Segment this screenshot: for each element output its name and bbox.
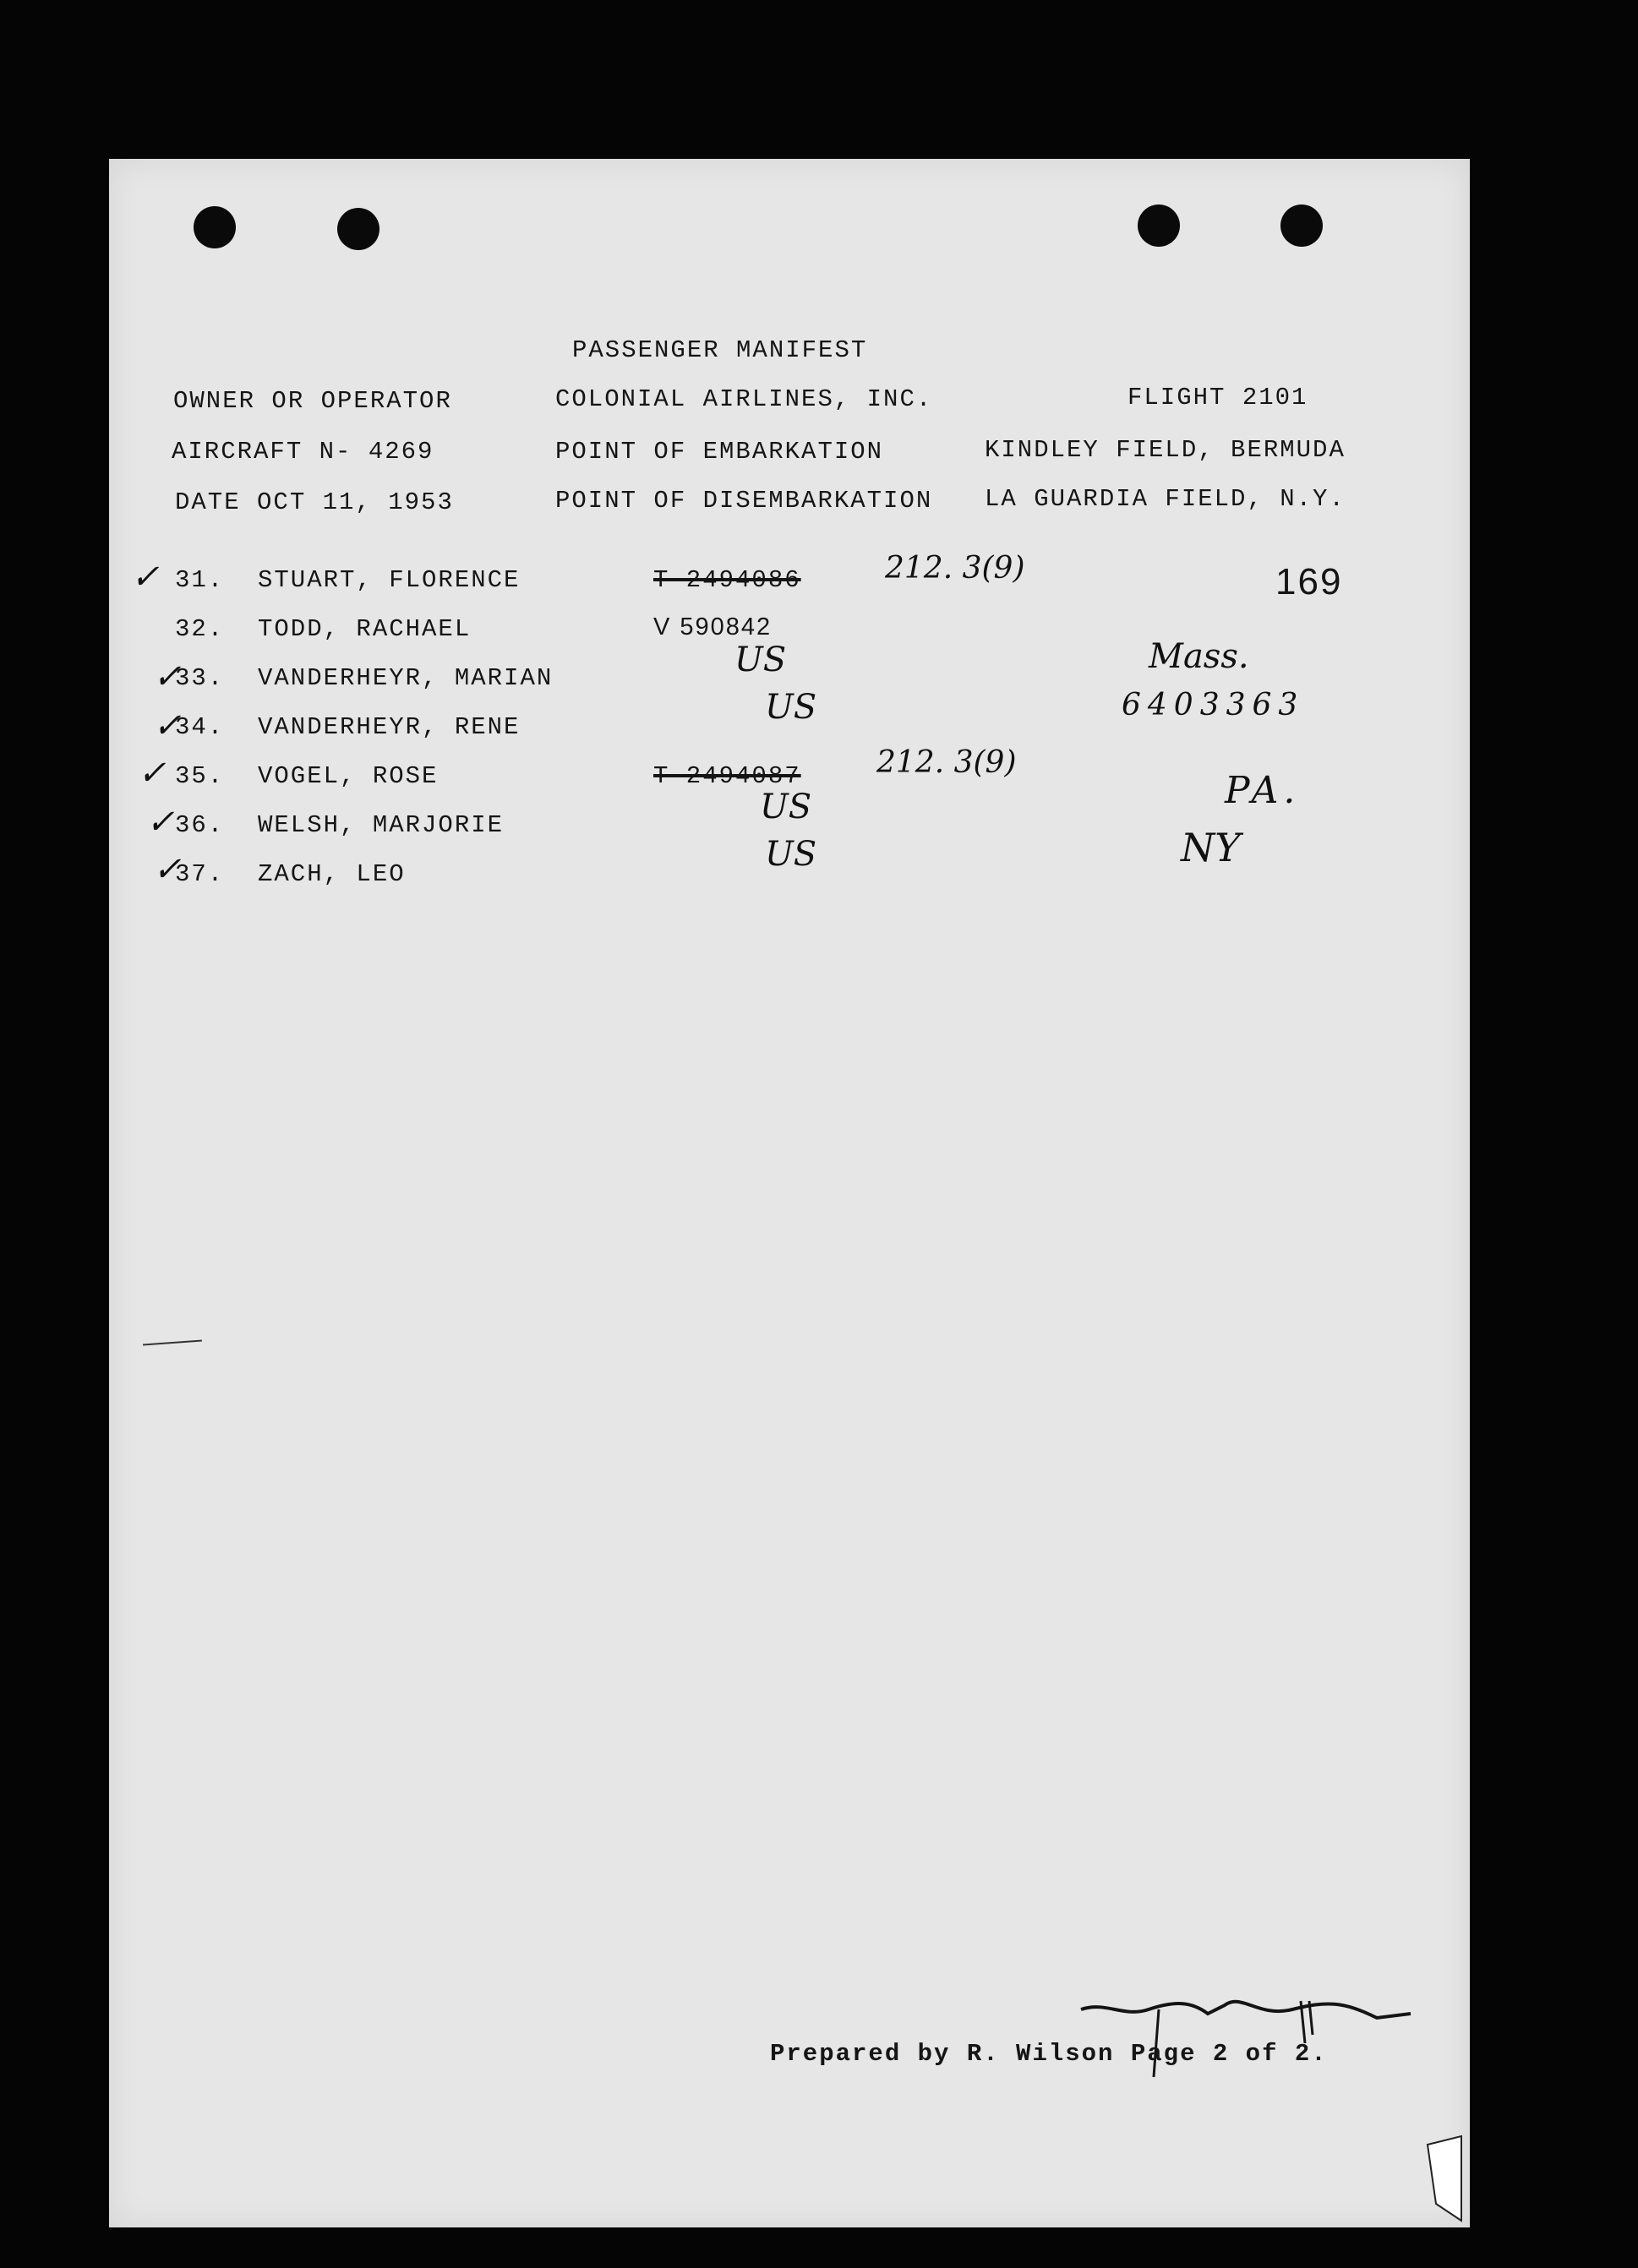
flight-number: FLIGHT 2101: [1127, 384, 1308, 412]
checkmark-icon: ✓: [131, 558, 160, 597]
passport-number: T 2494086: [653, 566, 801, 594]
owner-value: COLONIAL AIRLINES, INC.: [555, 385, 933, 413]
handwritten-note: 212. 3(9): [876, 745, 1017, 780]
passenger-name: ZACH, LEO: [258, 860, 406, 888]
passenger-name: VANDERHEYR, MARIAN: [258, 664, 554, 692]
signature-scribble: [109, 159, 1470, 2227]
page-stamp: 169: [1275, 561, 1343, 602]
passenger-number: 32.: [175, 615, 225, 643]
passenger-name: STUART, FLORENCE: [258, 566, 521, 594]
passenger-name: VANDERHEYR, RENE: [258, 713, 521, 741]
handwritten-state: PA.: [1225, 769, 1301, 812]
flight-date: DATE OCT 11, 1953: [175, 488, 454, 516]
handwritten-state: NY: [1181, 825, 1241, 870]
embark-label: POINT OF EMBARKATION: [555, 438, 884, 466]
handwritten-note: US: [765, 688, 817, 727]
passenger-number: 33.: [175, 664, 225, 692]
passenger-name: TODD, RACHAEL: [258, 615, 472, 643]
handwritten-note: US: [765, 835, 817, 874]
passenger-number: 35.: [175, 762, 225, 790]
passenger-number: 34.: [175, 713, 225, 741]
disembark-label: POINT OF DISEMBARKATION: [555, 487, 933, 515]
owner-label: OWNER OR OPERATOR: [173, 387, 452, 415]
passport-number: T 2494087: [653, 762, 801, 790]
checkmark-icon: ✓: [153, 706, 182, 745]
manifest-sheet: [109, 159, 1470, 2227]
passenger-number: 31.: [175, 566, 225, 594]
disembark-value: LA GUARDIA FIELD, N.Y.: [985, 485, 1346, 513]
checkmark-icon: ✓: [153, 850, 182, 889]
handwritten-number: 6403363: [1122, 688, 1305, 722]
passenger-number: 37.: [175, 860, 225, 888]
passenger-number: 36.: [175, 811, 225, 839]
passenger-name: VOGEL, ROSE: [258, 762, 439, 790]
checkmark-icon: ✓: [146, 803, 175, 842]
prepared-by: Prepared by R. Wilson Page 2 of 2.: [770, 2040, 1328, 2068]
checkmark-icon: ✓: [138, 754, 167, 793]
manifest-title: PASSENGER MANIFEST: [572, 336, 868, 364]
handwritten-state: Mass.: [1149, 637, 1249, 676]
handwritten-note: US: [734, 641, 787, 679]
passenger-name: WELSH, MARJORIE: [258, 811, 505, 839]
checkmark-icon: ✓: [153, 657, 182, 696]
passport-number: V 590842: [653, 613, 773, 641]
handwritten-note: 212. 3(9): [885, 551, 1025, 586]
aircraft-number: AIRCRAFT N- 4269: [172, 438, 434, 466]
embark-value: KINDLEY FIELD, BERMUDA: [985, 436, 1346, 464]
handwritten-note: US: [760, 788, 812, 826]
